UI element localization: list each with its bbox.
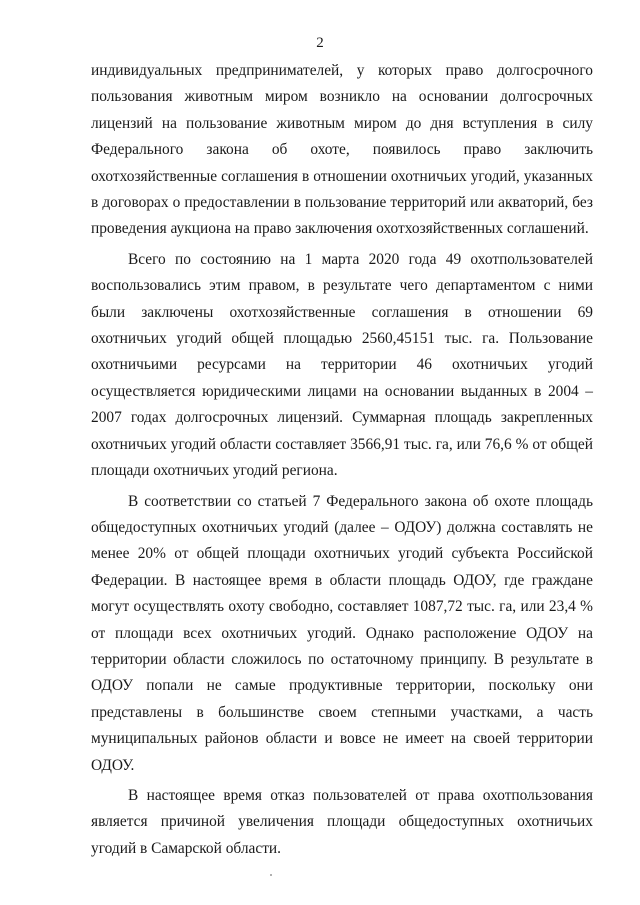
paragraph-2: Всего по состоянию на 1 марта 2020 года 49 охотпользователей воспользовались этим правом, в результате чего департаментом с ними были заключены охотхозяйственные соглашения в отношении 69 охотничьих угодий общей площадью 2560,45151 тыс. га. Пользование охотничьими ресурсами на территории 46 охотничьих угодий осуществляется юридическими лицами на основании выданных в 2004 – 2007 годах долгосрочных лицензий. Суммарная площадь закрепленных охотничьих угодий области составляет 3566,91 тыс. га, или 76,6 % от общей площади охотничьих угодий региона.	[91, 250, 593, 480]
scan-speck	[270, 874, 272, 876]
paragraph-4: В настоящее время отказ пользователей от права охотпользования является причиной увеличения площади общедоступных охотничьих угодий в Самарской области.	[91, 786, 593, 857]
paragraph-3: В соответствии со статьей 7 Федерального закона об охоте площадь общедоступных охотничьих угодий (далее – ОДОУ) должна составлять не менее 20% от общей площади охотничьих угодий субъекта Российской Федерации. В настоящее время в области площадь ОДОУ, где граждане могут осуществлять охоту свободно, составляет 1087,72 тыс. га, или 23,4 % от площади всех охотничьих угодий. Однако расположение ОДОУ на территории области сложилось по остаточному принципу. В результате в ОДОУ попали не самые продуктивные территории, поскольку они представлены в большинстве своем степными участками, а часть муниципальных районов области и вовсе не имеет на своей территории ОДОУ.	[91, 492, 593, 774]
paragraph-1: индивидуальных предпринимателей, у которых право долгосрочного пользования животным миром возникло на основании долгосрочных лицензий на пользование животным миром до дня вступления в силу Федерального закона об охоте, появилось право заключить охотхозяйственные соглашения в отношении охотничьих угодий, указанных в договорах о предоставлении в пользование территорий или акваторий, без проведения аукциона на право заключения охотхозяйственных соглашений.	[91, 62, 593, 238]
document-body	[91, 58, 593, 866]
page-number: 2	[316, 35, 324, 51]
